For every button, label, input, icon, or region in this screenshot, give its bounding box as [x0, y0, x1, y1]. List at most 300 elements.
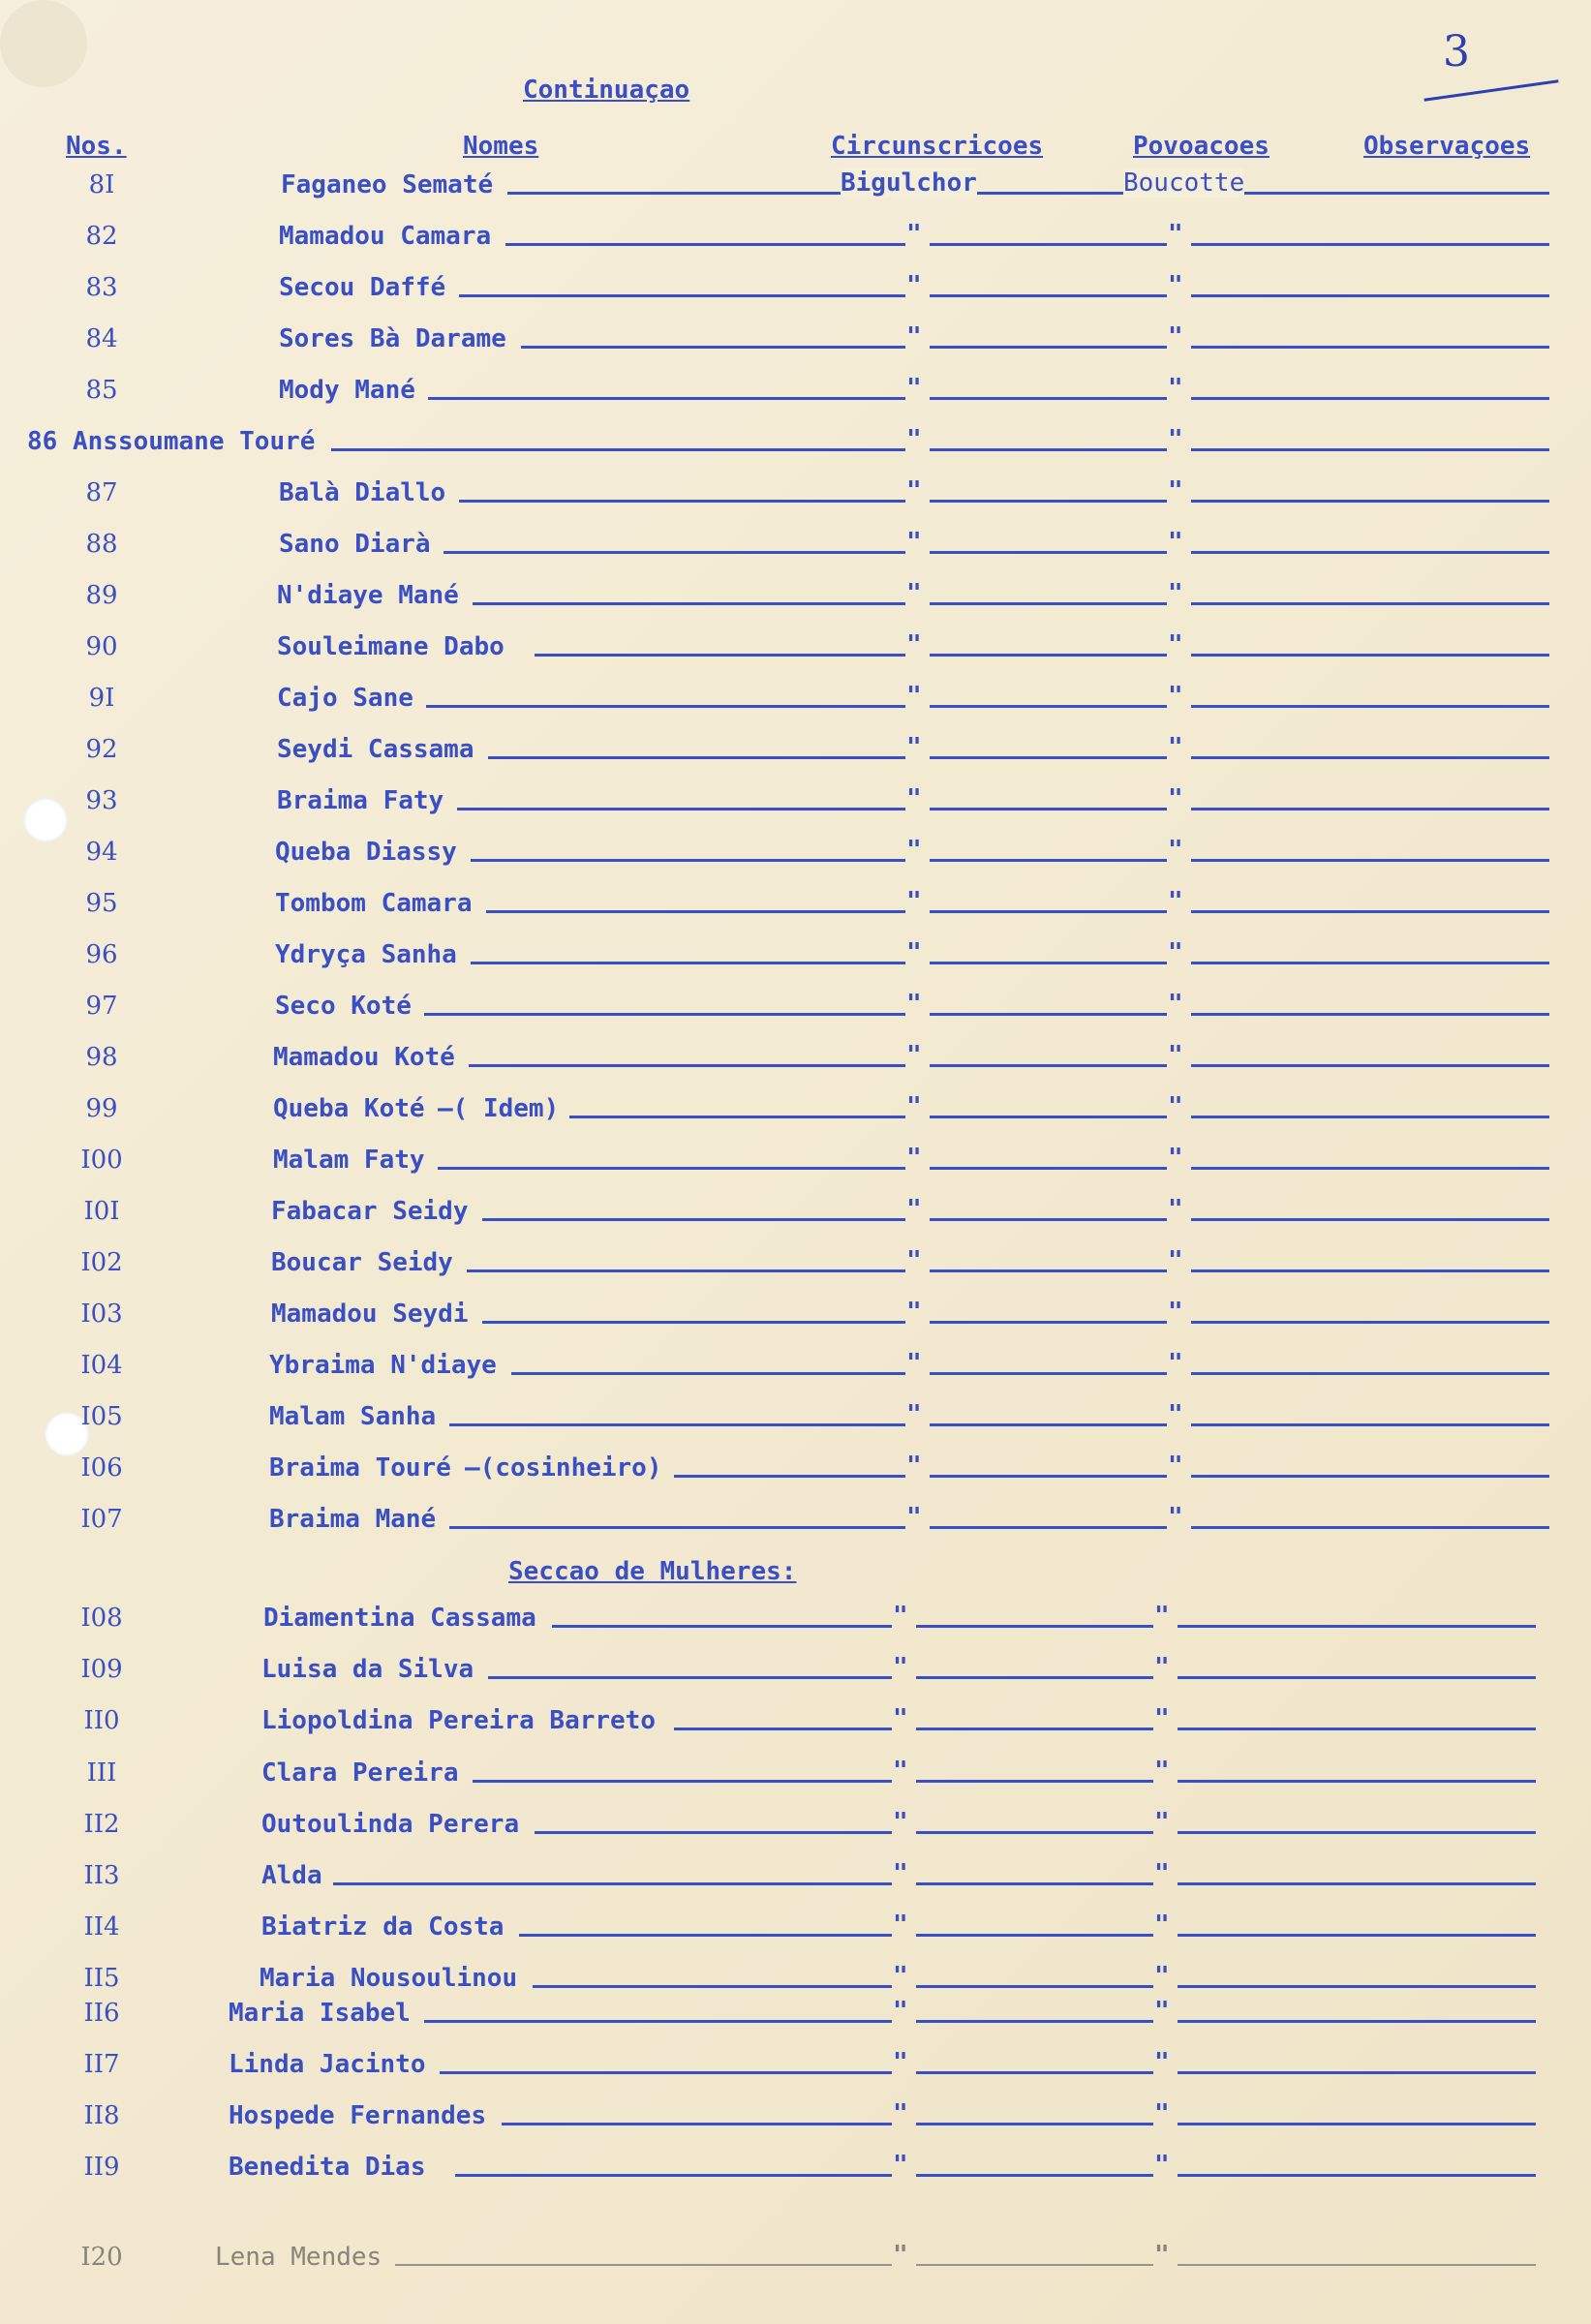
table-row: [0, 1402, 1591, 1441]
row-number: 96: [85, 940, 118, 969]
ditto-mark-pov: ": [1168, 271, 1183, 300]
table-row: [0, 632, 1591, 671]
column-header-observacoes: Observaçoes: [1363, 132, 1531, 161]
leader-line: [486, 910, 905, 913]
table-row: [0, 1706, 1591, 1745]
ditto-mark-circ: ": [893, 1807, 908, 1837]
leader-line: [502, 2123, 892, 2125]
leader-line: [1191, 1475, 1549, 1478]
ditto-mark-circ: ": [906, 1400, 922, 1429]
ditto-mark-circ: ": [906, 938, 922, 967]
leader-line: [930, 551, 1167, 554]
leader-line: [467, 1269, 905, 1272]
ditto-mark-circ: ": [906, 1349, 922, 1378]
ditto-mark-circ: ": [906, 733, 922, 762]
leader-line: [930, 1269, 1167, 1272]
leader-line: [1178, 1831, 1536, 1834]
leader-line: [1191, 1269, 1549, 1272]
leader-line: [1178, 1780, 1536, 1783]
row-name: Queba Diassy: [275, 838, 457, 867]
ditto-mark-circ: ": [906, 1246, 922, 1275]
ditto-mark-pov: ": [1168, 1195, 1183, 1224]
leader-line: [1191, 705, 1549, 708]
leader-line: [916, 2264, 1153, 2266]
ditto-mark-pov: ": [1154, 1653, 1170, 1683]
leader-line: [1191, 756, 1549, 759]
row-number: 84: [85, 324, 118, 353]
leader-line: [930, 859, 1167, 862]
ditto-mark-pov: ": [1168, 1246, 1183, 1275]
table-row: [0, 581, 1591, 620]
table-row: [0, 735, 1591, 774]
leader-line: [1191, 1013, 1549, 1016]
ditto-mark-pov: ": [1168, 374, 1183, 403]
leader-line: [1191, 1372, 1549, 1375]
leader-line: [1178, 1676, 1536, 1679]
row-note: —(cosinheiro): [465, 1453, 662, 1483]
leader-line: [1191, 243, 1549, 246]
table-row: [0, 2153, 1591, 2191]
table-row: [0, 324, 1591, 363]
leader-line: [459, 500, 905, 503]
ditto-mark-circ: ": [906, 1041, 922, 1070]
row-name: Lena Mendes: [215, 2243, 382, 2273]
ditto-mark-circ: ": [906, 476, 922, 505]
ditto-mark-circ: ": [906, 784, 922, 813]
leader-line: [930, 1475, 1167, 1478]
leader-line: [674, 1728, 892, 1730]
row-number: 88: [85, 530, 118, 559]
row-name: Malam Faty: [273, 1146, 425, 1175]
ditto-mark-pov: ": [1154, 1756, 1170, 1786]
leader-line: [930, 910, 1167, 913]
row-number: I20: [80, 2243, 123, 2273]
row-number: 92: [85, 735, 118, 764]
row-number: I00: [80, 1146, 123, 1175]
leader-line: [459, 294, 905, 297]
row-number: II9: [83, 2153, 120, 2183]
leader-line: [930, 962, 1167, 964]
ditto-mark-circ: ": [906, 836, 922, 865]
table-row: [0, 1912, 1591, 1951]
leader-line: [1178, 2264, 1536, 2266]
row-name: Mamadou Seydi: [271, 1300, 469, 1329]
leader-line: [916, 1882, 1153, 1885]
ditto-mark-pov: ": [1154, 2047, 1170, 2077]
leader-line: [916, 1625, 1153, 1628]
table-row: [0, 1758, 1591, 1797]
table-row: [0, 2243, 1591, 2281]
leader-line: [1191, 346, 1549, 349]
leader-line: [916, 2123, 1153, 2125]
section-title-women: Seccao de Mulheres:: [508, 1557, 797, 1586]
row-number: III: [86, 1758, 117, 1788]
row-number: 99: [85, 1094, 118, 1123]
leader-line: [930, 346, 1167, 349]
ditto-mark-circ: ": [906, 1144, 922, 1173]
ditto-mark-pov: ": [1168, 220, 1183, 249]
leader-line: [1178, 1882, 1536, 1885]
column-header-nomes: Nomes: [463, 132, 539, 161]
row-name: Maria Isabel: [229, 1998, 411, 2028]
leader-line: [438, 1167, 905, 1170]
leader-line: [930, 602, 1167, 605]
table-row: [0, 1248, 1591, 1287]
row-name: Biatriz da Costa: [261, 1912, 505, 1942]
leader-line: [1191, 1116, 1549, 1118]
row-number: 82: [85, 222, 118, 251]
row-name: Linda Jacinto: [229, 2049, 426, 2079]
row-name: Braima Touré: [269, 1453, 451, 1483]
ditto-mark-pov: ": [1168, 887, 1183, 916]
leader-line: [916, 1728, 1153, 1730]
row-number: I03: [80, 1300, 123, 1329]
leader-line: [1191, 910, 1549, 913]
row-name: Ybraima N'diaye: [269, 1351, 497, 1380]
row-name: Seco Koté: [275, 992, 412, 1021]
row-number: 87: [85, 478, 118, 507]
leader-line: [1178, 1985, 1536, 1988]
ditto-mark-circ: ": [893, 1859, 908, 1888]
leader-line: [449, 1423, 905, 1426]
povoacao-value: Boucotte: [1123, 168, 1245, 198]
ditto-mark-circ: ": [893, 1602, 908, 1631]
table-row: [0, 1146, 1591, 1184]
leader-line: [1178, 2174, 1536, 2177]
leader-line: [535, 1831, 892, 1834]
leader-line: [916, 1934, 1153, 1937]
table-row: [0, 1094, 1591, 1133]
row-name: Luisa da Silva: [261, 1655, 474, 1685]
leader-line: [521, 346, 905, 349]
leader-line: [457, 808, 905, 810]
ditto-mark-pov: ": [1168, 630, 1183, 659]
ditto-mark-circ: ": [906, 1092, 922, 1121]
row-number: 89: [85, 581, 118, 610]
leader-line: [930, 756, 1167, 759]
leader-line: [569, 1116, 905, 1118]
table-row: [0, 2047, 1591, 2089]
row-number: II6: [83, 1998, 120, 2028]
ditto-mark-pov: ": [1168, 322, 1183, 352]
table-row: [0, 940, 1591, 979]
ditto-mark-circ: ": [906, 579, 922, 608]
leader-line: [930, 654, 1167, 657]
page-heading: Continuaçao: [523, 76, 690, 105]
ditto-mark-pov: ": [1168, 579, 1183, 608]
leader-line: [916, 2071, 1153, 2074]
ditto-mark-circ: ": [906, 374, 922, 403]
leader-line: [426, 705, 905, 708]
leader-line: [1191, 1321, 1549, 1324]
leader-line: [482, 1321, 905, 1324]
leader-line: [930, 397, 1167, 400]
row-name: Malam Sanha: [269, 1402, 437, 1431]
leader-line: [469, 1064, 905, 1067]
row-number: 90: [85, 632, 118, 661]
table-row: [0, 1453, 1591, 1492]
row-name: Diamentina Cassama: [263, 1604, 536, 1633]
row-name: Queba Koté: [273, 1094, 425, 1123]
leader-line: [1191, 602, 1549, 605]
ditto-mark-pov: ": [1154, 1859, 1170, 1888]
leader-line: [1178, 2071, 1536, 2074]
table-row: [0, 273, 1591, 312]
leader-line: [1178, 1728, 1536, 1730]
row-name: Maria Nousoulinou: [260, 1964, 518, 1994]
row-name: Braima Faty: [277, 786, 444, 815]
table-row: [0, 1043, 1591, 1082]
ditto-mark-pov: ": [1154, 2099, 1170, 2128]
column-header-povoacoes: Povoacoes: [1133, 132, 1270, 161]
leader-line: [552, 1625, 892, 1628]
table-row: [0, 1505, 1591, 1544]
ditto-mark-pov: ": [1154, 1911, 1170, 1941]
ditto-mark-pov: ": [1168, 938, 1183, 967]
leader-line: [1191, 192, 1549, 195]
row-name: Clara Pereira: [261, 1758, 459, 1788]
leader-line: [1191, 1167, 1549, 1170]
table-row: [0, 427, 1591, 466]
leader-line: [930, 1218, 1167, 1221]
leader-line: [1191, 294, 1549, 297]
leader-line: [1191, 1218, 1549, 1221]
leader-line: [930, 448, 1167, 451]
column-header-nos: Nos.: [66, 132, 127, 161]
leader-line: [428, 397, 905, 400]
ditto-mark-circ: ": [906, 887, 922, 916]
leader-line: [916, 1985, 1153, 1988]
ditto-mark-circ: ": [906, 1452, 922, 1481]
row-number: I04: [80, 1351, 123, 1380]
row-number: 95: [85, 889, 118, 918]
table-row: [0, 1197, 1591, 1236]
ditto-mark-circ: ": [906, 1195, 922, 1224]
row-number: 8I: [88, 170, 115, 199]
circunscricao-value: Bigulchor: [841, 168, 977, 198]
row-number: I06: [80, 1453, 123, 1483]
leader-line: [473, 602, 905, 605]
ditto-mark-circ: ": [906, 1503, 922, 1532]
row-name: Mamadou Koté: [273, 1043, 455, 1072]
row-number: I07: [80, 1505, 123, 1534]
row-name: N'diaye Mané: [277, 581, 459, 610]
ditto-mark-pov: ": [1168, 1092, 1183, 1121]
ditto-mark-circ: ": [893, 2151, 908, 2181]
leader-line: [930, 705, 1167, 708]
row-name: Boucar Seidy: [271, 1248, 453, 1277]
ditto-mark-pov: ": [1154, 1807, 1170, 1837]
row-name: Mody Mané: [279, 376, 415, 405]
row-name: Faganeo Sematé: [281, 170, 494, 199]
leader-line: [674, 1475, 905, 1478]
leader-line: [471, 962, 905, 964]
row-number: I02: [80, 1248, 123, 1277]
ditto-mark-circ: ": [906, 528, 922, 557]
leader-line: [930, 1526, 1167, 1529]
leader-line: [444, 551, 905, 554]
leader-line: [930, 1372, 1167, 1375]
leader-line: [511, 1372, 905, 1375]
leader-line: [930, 1013, 1167, 1016]
leader-line: [424, 1013, 905, 1016]
row-name: Braima Mané: [269, 1505, 437, 1534]
ditto-mark-circ: ": [893, 2241, 908, 2271]
row-name: Alda: [261, 1861, 322, 1890]
row-number: II5: [83, 1964, 120, 1994]
leader-line: [930, 1064, 1167, 1067]
leader-line: [488, 756, 905, 759]
ditto-mark-circ: ": [893, 1996, 908, 2026]
leader-line: [1191, 397, 1549, 400]
leader-line: [505, 243, 905, 246]
table-row: [0, 684, 1591, 722]
leader-line: [916, 1831, 1153, 1834]
leader-line: [916, 2020, 1153, 2023]
ditto-mark-circ: ": [893, 1911, 908, 1941]
row-name: Sores Bà Darame: [279, 324, 506, 353]
leader-line: [930, 1321, 1167, 1324]
page-number-underline: [1423, 79, 1558, 101]
ditto-mark-pov: ": [1154, 1602, 1170, 1631]
row-number: 93: [85, 786, 118, 815]
leader-line: [1191, 551, 1549, 554]
table-row: [0, 2101, 1591, 2140]
row-note: —( Idem): [438, 1094, 560, 1123]
ditto-mark-circ: ": [893, 1704, 908, 1734]
leader-line: [331, 448, 905, 451]
leader-line: [455, 2174, 892, 2177]
leader-line: [1178, 2123, 1536, 2125]
ditto-mark-pov: ": [1168, 476, 1183, 505]
leader-line: [1178, 1934, 1536, 1937]
table-row: [0, 1351, 1591, 1390]
leader-line: [424, 2020, 892, 2023]
ditto-mark-pov: ": [1168, 1144, 1183, 1173]
row-name: Liopoldina Pereira Barreto: [261, 1706, 656, 1736]
ditto-mark-circ: ": [906, 630, 922, 659]
row-name: Benedita Dias: [229, 2153, 426, 2183]
row-number: 9I: [88, 684, 115, 713]
ditto-mark-circ: ": [906, 271, 922, 300]
table-row: [0, 786, 1591, 825]
leader-line: [930, 1167, 1167, 1170]
ditto-mark-circ: ": [906, 425, 922, 454]
leader-line: [1191, 1526, 1549, 1529]
row-name: Ydryça Sanha: [275, 940, 457, 969]
leader-line: [488, 1676, 892, 1679]
ditto-mark-pov: ": [1168, 990, 1183, 1019]
table-row: [0, 889, 1591, 928]
row-name: Cajo Sane: [277, 684, 413, 713]
ditto-mark-pov: ": [1154, 1962, 1170, 1992]
row-number: II4: [83, 1912, 120, 1942]
row-number: 98: [85, 1043, 118, 1072]
ditto-mark-circ: ": [893, 1962, 908, 1992]
table-row: [0, 838, 1591, 876]
ditto-mark-circ: ": [893, 2047, 908, 2077]
table-row: [0, 478, 1591, 517]
ditto-mark-circ: ": [906, 682, 922, 711]
row-number: I0I: [83, 1197, 120, 1226]
table-row: [0, 1861, 1591, 1900]
table-row: [0, 376, 1591, 414]
row-name: Seydi Cassama: [277, 735, 474, 764]
row-number: 85: [85, 376, 118, 405]
table-row: [0, 1655, 1591, 1694]
leader-line: [916, 1676, 1153, 1679]
table-row: [0, 170, 1591, 209]
row-number: II0: [83, 1706, 120, 1736]
leader-line: [449, 1526, 905, 1529]
row-number: II8: [83, 2101, 120, 2130]
leader-line: [1191, 1423, 1549, 1426]
row-number: 97: [85, 992, 118, 1021]
ditto-mark-pov: ": [1168, 1349, 1183, 1378]
row-number: II3: [83, 1861, 120, 1890]
table-row: [0, 530, 1591, 568]
leader-line: [1191, 1064, 1549, 1067]
page-number: 3: [1443, 27, 1470, 76]
row-name: Balà Diallo: [279, 478, 446, 507]
table-row: [0, 1300, 1591, 1338]
row-number: II7: [83, 2049, 120, 2079]
ditto-mark-pov: ": [1168, 1298, 1183, 1327]
ditto-mark-pov: ": [1168, 682, 1183, 711]
row-number: I05: [80, 1402, 123, 1431]
row-name: Tombom Camara: [275, 889, 473, 918]
ditto-mark-circ: ": [893, 2099, 908, 2128]
ditto-mark-circ: ": [906, 990, 922, 1019]
leader-line: [473, 1780, 892, 1783]
row-name: 86 Anssoumane Touré: [27, 427, 316, 456]
ditto-mark-pov: ": [1168, 425, 1183, 454]
ditto-mark-circ: ": [906, 1298, 922, 1327]
leader-line: [1191, 962, 1549, 964]
ditto-mark-pov: ": [1154, 2241, 1170, 2271]
leader-line: [395, 2264, 892, 2266]
leader-line: [471, 859, 905, 862]
ditto-mark-circ: ": [893, 1756, 908, 1786]
leader-line: [916, 1780, 1153, 1783]
leader-line: [519, 1934, 892, 1937]
row-number: 83: [85, 273, 118, 302]
leader-line: [1191, 859, 1549, 862]
row-name: Souleimane Dabo: [277, 632, 505, 661]
table-row: [0, 1964, 1591, 2003]
leader-line: [1178, 2020, 1536, 2023]
ditto-mark-pov: ": [1168, 1400, 1183, 1429]
leader-line: [930, 243, 1167, 246]
ditto-mark-pov: ": [1168, 836, 1183, 865]
leader-line: [930, 808, 1167, 810]
leader-line: [916, 2174, 1153, 2177]
ditto-mark-pov: ": [1168, 1041, 1183, 1070]
column-header-circunscricoes: Circunscricoes: [831, 132, 1044, 161]
leader-line: [533, 1985, 892, 1988]
leader-line: [930, 1423, 1167, 1426]
ditto-mark-pov: ": [1168, 1503, 1183, 1532]
ditto-mark-pov: ": [1154, 2151, 1170, 2181]
ditto-mark-pov: ": [1154, 1996, 1170, 2026]
row-name: Fabacar Seidy: [271, 1197, 469, 1226]
leader-line: [1191, 808, 1549, 810]
paper-stain: [0, 0, 87, 87]
table-row: [0, 1996, 1591, 2037]
row-name: Outoulinda Perera: [261, 1809, 520, 1839]
leader-line: [1178, 1625, 1536, 1628]
ditto-mark-pov: ": [1168, 733, 1183, 762]
